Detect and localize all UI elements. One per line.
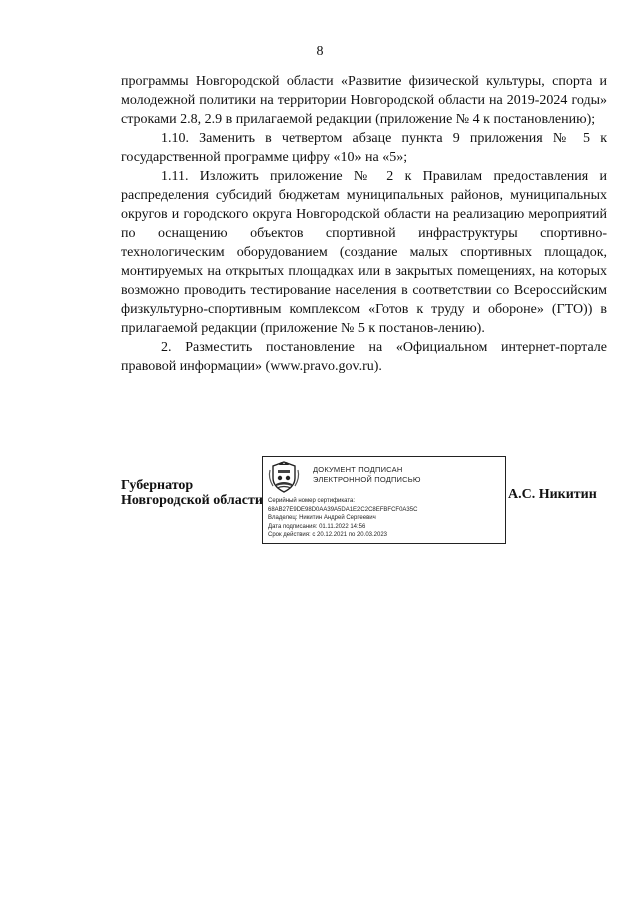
signer-position bbox=[121, 478, 263, 508]
page-number: 8 bbox=[316, 44, 324, 59]
certificate-owner: Владелец: Никитин Андрей Сергеевич bbox=[268, 515, 376, 521]
signer-position-line1: Губернатор bbox=[121, 478, 194, 493]
paragraph-1-11: 1.11. Изложить приложение № 2 к Правилам предоставления и распределения субсидий бюджетам муниципальных районов, муниципальных округов и городского округа Новгородской области на реализацию мероприятий по оснащению объектов спортивной инфраструктуры спортивно-технологическим оборудованием (создание малых спортивных площадок, монтируемых на открытых площадках или в закрытых помещениях, на которых возможно проводить тестирование населения в соответствии со Всероссийским физкультурно-спортивным комплексом «Готов к труду и обороне» (ГТО)) в прилагаемой редакции (приложение № 5 к постанов-лению). bbox=[121, 169, 607, 336]
certificate-validity: Срок действия: с 20.12.2021 по 20.03.2023 bbox=[268, 532, 388, 538]
electronic-signature-stamp bbox=[262, 456, 506, 544]
paragraph-continuation: программы Новгородской области «Развитие физической культуры, спорта и молодежной политики на территории Новгородской области на 2019-2024 годы» строками 2.8, 2.9 в прилагаемой редакции (приложение № 4 к постановлению); bbox=[121, 74, 607, 127]
stamp-header-line1: ДОКУМЕНТ ПОДПИСАН bbox=[313, 465, 403, 474]
paragraph-1-10: 1.10. Заменить в четвертом абзаце пункта 9 приложения № 5 к государственной программе цифру «10» на «5»; bbox=[121, 131, 607, 165]
stamp-header bbox=[313, 465, 421, 485]
signer-name: А.С. Никитин bbox=[508, 487, 597, 502]
novgorod-coat-of-arms-icon bbox=[267, 460, 301, 494]
paragraph-2: 2. Разместить постановление на «Официальном интернет-портале правовой информации» (www.pravo.gov.ru). bbox=[121, 340, 607, 374]
certificate-label: Серийный номер сертификата: bbox=[268, 498, 356, 504]
signature-block bbox=[121, 456, 611, 550]
signer-position-line2: Новгородской области bbox=[121, 493, 263, 508]
stamp-header-line2: ЭЛЕКТРОННОЙ ПОДПИСЬЮ bbox=[313, 475, 421, 484]
signing-date: Дата подписания: 01.11.2022 14:56 bbox=[268, 523, 366, 530]
certificate-number: 68AB27E9DE98D0AA39A5DA1E2C2C8EFBFCF0A35C bbox=[268, 506, 418, 513]
document-body bbox=[121, 72, 607, 376]
stamp-details bbox=[268, 497, 417, 540]
